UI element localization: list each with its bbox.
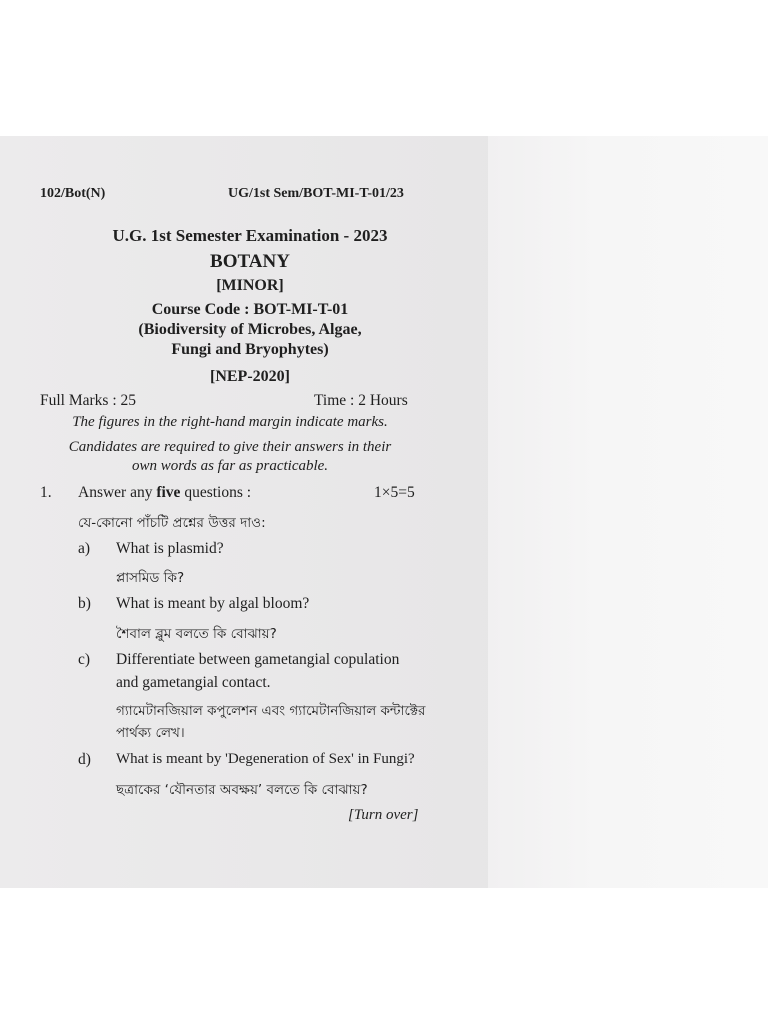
part-b-label: b): [78, 595, 91, 612]
question-prompt-after: questions :: [180, 484, 252, 501]
part-a-question: What is plasmid?: [116, 540, 224, 557]
paper-code-right: UG/1st Sem/BOT-MI-T-01/23: [228, 186, 404, 201]
question-prompt: [78, 484, 251, 502]
part-b-question: What is meant by algal bloom?: [116, 595, 310, 612]
course-name-line2: Fungi and Bryophytes): [171, 341, 329, 358]
instruction-line3: own words as far as practicable.: [131, 458, 329, 474]
part-c-question-line2: and gametangial contact.: [116, 674, 271, 691]
instruction-line2: Candidates are required to give their answers in their: [68, 439, 392, 455]
part-c-question-line1: Differentiate between gametangial copulation: [116, 651, 400, 668]
turn-over-note: [Turn over]: [348, 807, 419, 823]
part-d-label: d): [78, 751, 91, 768]
time-allowed: Time : 2 Hours: [314, 392, 408, 409]
part-c-question-bn-line1: গ্যামেটানজিয়াল কপুলেশন এবং গ্যামেটানজিয়াল কন্টাক্টের: [116, 703, 426, 719]
paper-code-left: 102/Bot(N): [40, 186, 106, 201]
question-prompt-before: Answer any: [78, 484, 157, 501]
part-d-question: What is meant by 'Degeneration of Sex' in Fungi?: [116, 751, 415, 767]
nep-scheme: [NEP-2020]: [210, 368, 290, 385]
subject-title: BOTANY: [210, 251, 290, 272]
question-prompt-bn: যে-কোনো পাঁচটি প্রশ্নের উত্তর দাও:: [78, 515, 266, 531]
question-marks: 1×5=5: [374, 484, 415, 501]
full-marks: Full Marks : 25: [40, 392, 137, 409]
part-a-label: a): [78, 540, 91, 557]
part-d-question-bn: ছত্রাকের ‘যৌনতার অবক্ষয়’ বলতে কি বোঝায়?: [116, 782, 368, 798]
exam-title: U.G. 1st Semester Examination - 2023: [112, 226, 388, 245]
part-c-label: c): [78, 651, 91, 668]
paper-category: [MINOR]: [216, 277, 284, 294]
part-a-question-bn: প্লাসমিড কি?: [116, 570, 185, 586]
instruction-line1: The figures in the right-hand margin indicate marks.: [72, 414, 388, 430]
question-number: 1.: [40, 484, 52, 501]
course-name-line1: (Biodiversity of Microbes, Algae,: [138, 321, 362, 338]
question-prompt-bold: five: [156, 484, 181, 501]
course-code: Course Code : BOT-MI-T-01: [151, 301, 349, 318]
part-c-question-bn-line2: পার্থক্য লেখ।: [116, 725, 185, 741]
part-b-question-bn: শৈবাল ব্লুম বলতে কি বোঝায়?: [116, 626, 277, 642]
